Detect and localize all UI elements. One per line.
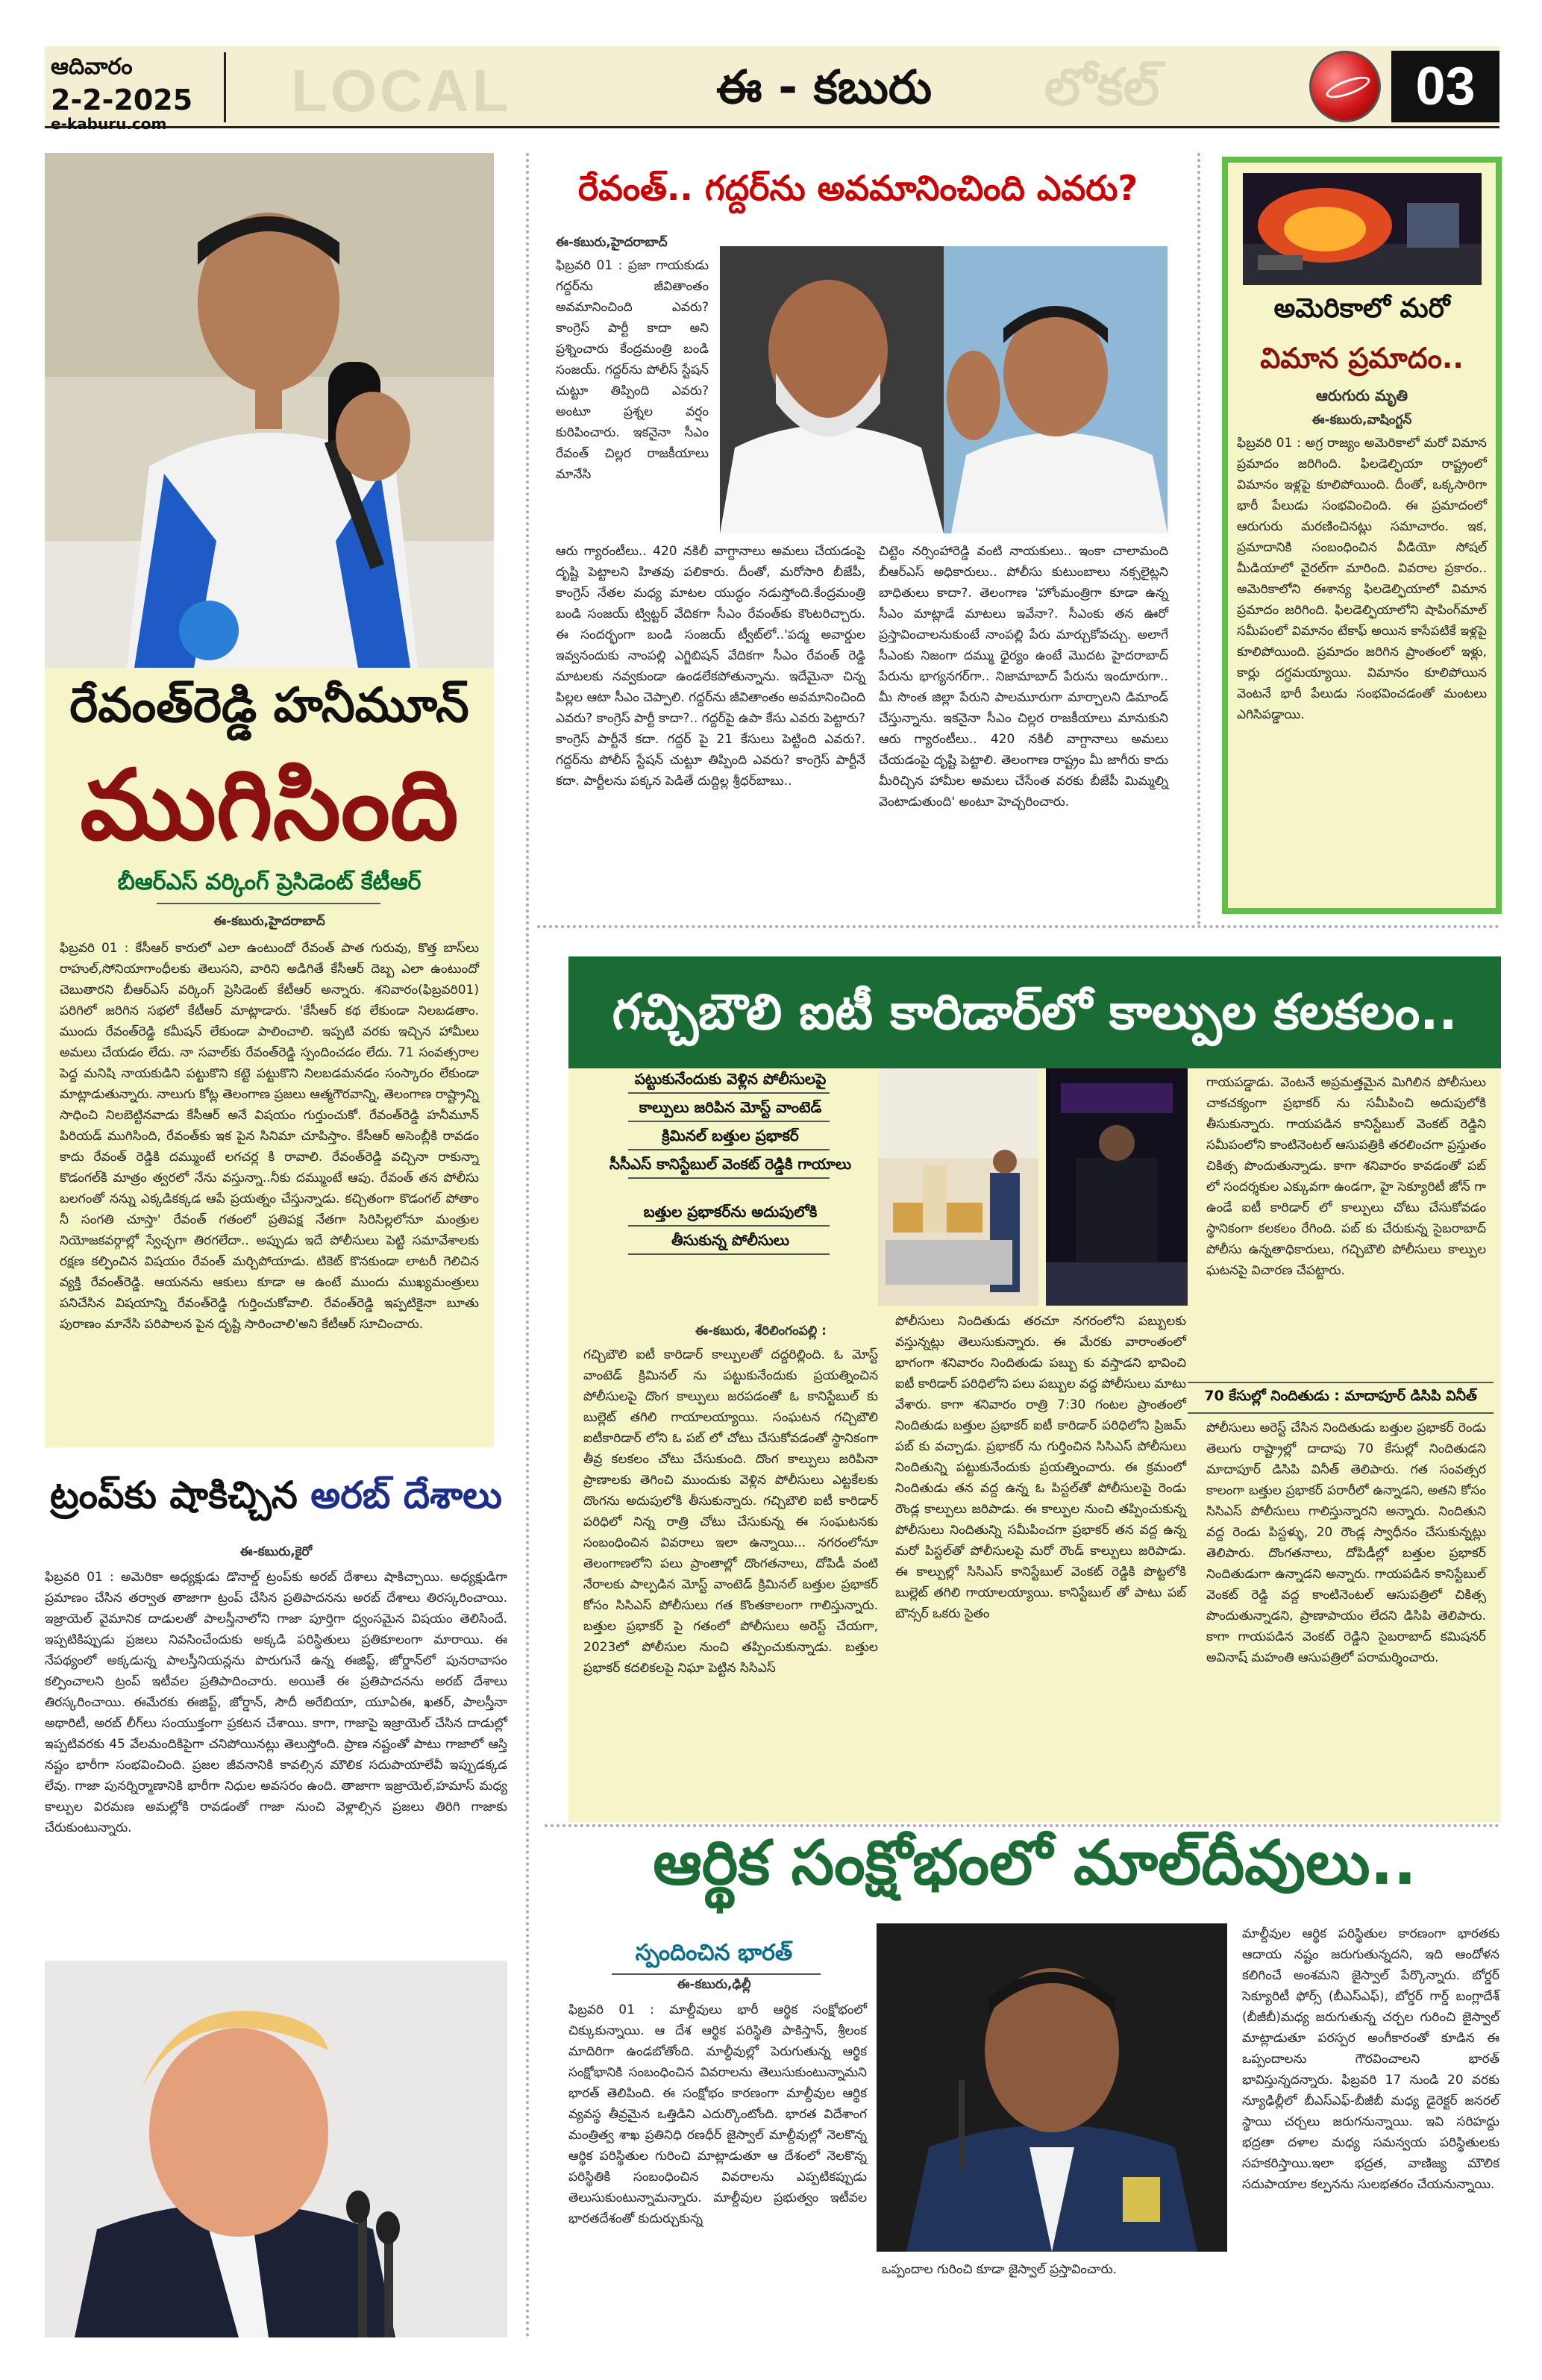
column-rule <box>1197 153 1200 925</box>
masthead-local-en: LOCAL <box>291 57 512 124</box>
pub-photo <box>1046 1068 1188 1306</box>
divider <box>628 1177 830 1179</box>
gachibowli-story <box>568 1068 1501 1822</box>
masthead-day: ఆదివారం <box>51 54 133 80</box>
masthead-site[interactable]: e-kaburu.com <box>51 115 167 133</box>
gachibowli-sub1: పట్టుకునేందుకు వెళ్లిన పోలీసులపై <box>634 1070 827 1088</box>
maldives-president-photo <box>877 1923 1227 2252</box>
hospital-photo <box>878 1068 1038 1306</box>
gachibowli-body-col1: గచ్చిబౌలి ఐటీ కారిడార్ కాల్పులతో దద్దరిల్లింది. ఓ మోస్ట్ వాంటెడ్ క్రిమినల్ ను పట్టుకునేందుకు ప్రయత్నించిన పోలీసులపై దొంగ కాల్పులు జరపడంతో ఓ కానిస్టేబుల్ కు బుల్లెట్ తగిలి గాయాలయ్యాయి. సంఘటన గచ్చిబౌలి ఐటీకారిడార్ లోని ఓ పబ్ లో చోటు చేసుకోవడంతో స్థానికంగా తీవ్ర కలకలం చోటు చేసుకుంది. దొంగ కాల్పులు జరిపినా ప్రాణాలకు తెగించి ముందుకు వెళ్లిన పోలీసులు ఎట్టకేలకు దొంగను అదుపులోకి తీసుకున్నారు. గచ్చిబౌలి ఐటీ కారిడార్ పరిధిలో నిన్న రాత్రి చోటు చేసుకున్న ఈ సంఘటనకు సంబంధించిన వివరాలు ఇలా ఉన్నాయి... నగరంలోనూ తెలంగాణలోని పలు ప్రాంతాల్లో దొంగతనాలు, దోపిడీ వంటి నేరాలకు పాల్పడిన మోస్ట్ వాంటెడ్ క్రిమినల్ బత్తుల ప్రభాకర్ కోసం సిసిఎస్ పోలీసులు గత కొంతకాలంగా గాలిస్తున్నారు. బత్తుల ప్రభాకర్ పై గతంలో పోలీసులు అరెస్ట్ చేయగా, 2023లో పోలీసుల నుంచి తప్పించుకున్నాడు. బత్తుల ప్రభాకర్ కదలికలపై నిఘా పెట్టిన సిసిఎస్ <box>583 1347 878 1676</box>
divider <box>628 1121 830 1122</box>
plane-crash-photo <box>1243 173 1482 285</box>
gachibowli-body-col2: పోలీసులు నిందితుడు తరచూ నగరంలోని పబ్బులకు వస్తున్నట్లు తెలుసుకున్నారు. ఈ మేరకు వారాంతంలో భాగంగా శనివారం నిందితుడు పబ్బు కు వస్తాడని భావించి ఐటీ కారిడార్ పరిధిలోని పలు పబ్బుల వద్ద పోలీసులు మాటు వేశారు. కాగా శనివారం రాత్రి 7:30 గంటల ప్రాంతంలో నిందితుడు బత్తుల ప్రభాకర్ ఐటీ కారిడార్ పరిధిలోని ప్రిజమ్ పబ్ కు వచ్చాడు. ప్రభాకర్ ను గుర్తించిన సిసిఎస్ పోలీసులు నిందితున్ని పట్టుకునేందుకు ప్రయత్నించారు. ఈ క్రమంలో నిందితుడు తన వద్ద ఉన్న ఓ పిస్టల్‌తో పోలీసులపై రెండు రౌండ్ల కాల్పులు జరిపాడు. ఈ కాల్పుల నుంచి తప్పించుకున్న పోలీసులు నిందితున్ని సమీపించగా ప్రభాకర్ తన వద్ద ఉన్న మరో పిస్టల్‌తో పోలీసులపై మరో రౌండ్ కాల్పులు జరిపాడు. ఈ కాల్పుల్లో సిసిఎస్ కానిస్టేబుల్ వెంకట్ రెడ్డికి పొట్టలోకి బుల్లెట్ తగిలి గాయాలయ్యాయి. కానిస్టేబుల్ తో పాటు పబ్ బౌన్సర్ ఒకరు సైతం <box>895 1314 1186 1621</box>
gachibowli-sub6: తీసుకున్న పోలీసులు <box>671 1231 789 1249</box>
trump-headline-prefix: ట్రంప్‌కు షాకిచ్చిన <box>50 1474 298 1517</box>
maldives-body-col1: ఫిబ్రవరి 01 : మాల్దీవులు భారీ ఆర్థిక సంక్షోభంలో చిక్కుకున్నాయి. ఆ దేశ ఆర్థిక పరిస్థితి పాకిస్తాన్, శ్రీలంక మాదిరిగా ఉండబోతోంది. మాల్దీవుల్లో పెరుగుతున్న ఆర్థిక సంక్షోభానికి సంబంధించిన వివరాలను తెలుసుకుంటున్నామని భారత్ తెలిపింది. ఈ సంక్షోభం కారణంగా మాల్దీవుల ఆర్థిక వ్యవస్థ తీవ్రమైన ఒత్తిడిని ఎదుర్కొంటోంది. భారత విదేశాంగ మంత్రిత్వ శాఖ ప్రతినిధి రణధీర్ జైస్వాల్ మాల్దీవుల్లో నెలకొన్న ఆర్థిక పరిస్థితుల గురించి మాట్లాడుతూ ఆ దేశంలో నెలకొన్న పరిస్థితికి సంబంధించిన వివరాలను ఎప్పటికప్పుడు తెలుసుకుంటున్నామన్నారు. మాల్దీవుల ప్రభుత్వం ఇటీవల భారతదేశంతో కుదుర్చుకున్న <box>568 2002 867 2226</box>
trump-photo <box>45 1961 507 2337</box>
usa-byline: ఈ-కబురు,వాషింగ్టన్ <box>1311 413 1412 428</box>
usa-headline2: విమాన ప్రమాదం.. <box>1260 342 1464 375</box>
masthead-brand: ఈ - కబురు <box>716 60 933 114</box>
row-rule <box>545 1824 1499 1827</box>
masthead-date-block <box>51 54 222 133</box>
divider <box>628 1092 830 1094</box>
trump-byline: ఈ-కబురు,కైరో <box>239 1544 313 1559</box>
masthead <box>45 46 1499 133</box>
gachibowli-headline: గచ్చిబౌలి ఐటీ కారిడార్‌లో కాల్పుల కలకలం.. <box>568 956 1501 1068</box>
masthead-divider <box>224 52 226 122</box>
ktr-story <box>45 668 494 1447</box>
divider <box>628 1253 830 1255</box>
trump-headline <box>45 1474 507 1526</box>
ktr-title-line2: ముగిసింది <box>80 748 459 862</box>
column-rule <box>526 153 529 2339</box>
gachibowli-body-col3: గాయపడ్డాడు. వెంటనే అప్రమత్తమైన మిగిలిన పోలీసులు చాకచక్యంగా ప్రభాకర్ ను సమీపించి అదుపులోకి తీసుకున్నారు. గాయపడిన కానిస్టేబుల్ వెంకట్ రెడ్డిని సమీపంలోని కాంటినెంటల్ ఆసుపత్రికి తరలించగా ప్రస్తుతం చికిత్స పొందుతున్నాడు. కాగా శనివారం కావడంతో పబ్ లో సందర్శకుల ఎక్కువగా ఉండగా, హై సెక్యూరిటీ జోన్ గా ఉండే ఐటీ కారిడార్ లో కాల్పులు చోటు చేసుకోవడం స్థానికంగా కలకలం రేగింది. పబ్ కు చేరుకున్న సైబరాబాద్ పోలీసు ఉన్నతాధికారులు, గచ్చిబౌలి పోలీసులు కాల్పుల ఘటనపై విచారణ చేపట్టారు. <box>1206 1075 1486 1278</box>
maldives-body-col2: ఒప్పందాల గురించి కూడా జైస్వాల్ ప్రస్తావించారు. <box>882 2262 1118 2277</box>
gachibowli-sub2: కాల్పులు జరిపిన మోస్ట్ వాంటెడ్ <box>639 1098 822 1116</box>
ktr-byline: ఈ-కబురు,హైదరాబాద్ <box>213 914 325 929</box>
usa-headline1: అమెరికాలో మరో <box>1273 293 1450 324</box>
divider <box>628 1225 830 1227</box>
gaddar-body-col1: ఫిబ్రవరి 01 : ప్రజా గాయకుడు గద్దర్‌ను జీవితాంతం అవమానించింది ఎవరు? కాంగ్రెస్ పార్టీ కాదా అని ప్రశ్నించారు కేంద్రమంత్రి బండి సంజయ్. గద్దర్‌ను పోలీస్ స్టేషన్ చుట్టూ తిప్పింది ఎవరు? అంటూ ప్రశ్నల వర్షం కురిపించారు. ఇకనైనా సీఎం రేవంత్ చిల్లర రాజకీయాలు మానేసి <box>556 258 709 482</box>
gachibowli-byline: ఈ-కబురు, శేరిలింగంపల్లి : <box>695 1324 827 1338</box>
usa-body: ఫిబ్రవరి 01 : అగ్ర రాజ్యం అమెరికాలో మరో విమాన ప్రమాదం జరిగింది. ఫిలడెల్ఫియా రాష్ట్రంలో విమానం ఇళ్లపై కూలిపోయింది. దీంతో, ఒక్కసారిగా భారీ పేలుడు సంభవించింది. ఈ ప్రమాదంలో ఆరుగురు మరణించినట్లు సమాచారం. ఇక, ప్రమాదానికి సంబంధించిన వీడియో సోషల్ మీడియాలో వైరల్‌గా మారింది. వివరాల ప్రకారం.. అమెరికాలోని ఈశాన్య ఫిలడెల్ఫియాలో విమాన ప్రమాదం జరిగింది. ఫిలడెల్ఫియాలోని షాపింగ్‌మాల్ సమీపంలో విమానం టేకాఫ్ అయిన కాసేపటికే ఇళ్లపై కూలిపోయింది. ప్రమాదం జరిగిన ప్రాంతంలో ఇళ్లు, కార్లు దగ్ధమయ్యాయి. విమానం కూలిపోయిన వెంటనే భారీ పేలుడు సంభవించడంతో మంటలు ఎగిసిపడ్డాయి. <box>1237 436 1487 722</box>
ktr-title-line1: రేవంత్‌రెడ్డి హనీమూన్ <box>69 678 469 733</box>
maldives-headline: ఆర్థిక సంక్షోభంలో మాల్‌దీవులు.. <box>653 1828 1417 1899</box>
usa-story <box>1222 157 1502 914</box>
gaddar-body-col3: చిట్టెం నర్సింహారెడ్డి వంటి నాయకులు.. ఇంకా చాలామంది బీఆర్ఎస్ అధికారులు.. పోలీసు కుటుంబాలు నక్సలైట్లని బాధితులు కాదా?. తెలంగాణ 'హోంమంత్రిగా కూడా ఉన్న సీఎం మాట్లాడే మాటలు ఇవేనా?. సీఎంకు తన ఊరో ప్రస్తావించాలనుకుంటే నాంపల్లి పేరు మార్చుకోవచ్చు. అలాగే సీఎంకు నిజంగా దమ్ము ధైర్యం ఉంటే మొదట హైదరాబాద్ పేరును భాగ్యనగర్‌గా.. నిజామాబాద్ పేరును ఇందూరుగా.. మీ సొంత జిల్లా పేరుని పాలమూరుగా మార్చాలని డిమాండ్ చేస్తున్నాను. ఇకనైనా సీఎం చిల్లర రాజకీయాలు మానుకుని ఆరు గ్యారంటీలు.. 420 నకిలీ వాగ్దానాలు అమలు చేయడంపై దృష్టి పెట్టాలి. తెలంగాణ రాష్ట్రం మీ జాగీరు కాదు మీరిచ్చిన హామీల అమలు చేసేంత వరకు బీజేపీ మిమ్మల్ని వెంటాడుతుంది' అంటూ హెచ్చరించారు. <box>879 544 1168 809</box>
masthead-date: 2-2-2025 <box>51 84 193 116</box>
page-number: 03 <box>1391 51 1499 122</box>
masthead-local-te: లోకల్ <box>1044 58 1160 117</box>
gachibowli-sub5: బత్తుల ప్రభాకర్‌ను అదుపులోకి <box>643 1203 818 1221</box>
row-rule <box>537 925 1499 928</box>
gaddar-byline: ఈ-కబురు,హైదరాబాద్ <box>556 235 668 250</box>
maldives-subheading: స్పందించిన భారత్ <box>635 1940 793 1966</box>
trump-headline-accent: అరబ్ దేశాలు <box>310 1474 502 1517</box>
divider <box>157 903 380 904</box>
gaddar-headline: రేవంత్.. గద్దర్‌ను అవమానించింది ఎవరు? <box>577 168 1138 208</box>
maldives-body-col3: మాల్దీవుల ఆర్థిక పరిస్థితుల కారణంగా భారతకు ఆదాయ నష్టం జరుగుతున్నదని, ఇది ఆందోళన కలిగించే అంశమని జైస్వాల్ పేర్కొన్నారు. బోర్డర్ సెక్యూరిటీ ఫోర్స్ (బీఎస్ఎఫ్), బోర్డర్ గార్డ్ బంగ్లాదేశ్ (బీజీబీ)మధ్య జరుగుతున్న చర్చల గురించి జైస్వాల్ మాట్లాడుతూ పరస్పర అంగీకారంతో కూడిన ఈ ఒప్పందాలను గౌరవించాలని భారత్ భావిస్తున్నదన్నారు. ఫిబ్రవరి 17 నుండి 20 వరకు న్యూఢిల్లీలో బీఎస్ఎఫ్-బీజీబీ మధ్య డైరెక్టర్ జనరల్ స్థాయి చర్చలు జరుగనున్నాయి. ఇవి సరిహద్దు భద్రతా దళాల మధ్య సమన్వయ పరిస్థితులకు సహకరిస్తాయి.ఇలా భద్రత, వాణిజ్య మౌలిక సదుపాయాల కల్పనను సులభతరం చేయనున్నాయి. <box>1242 1926 1499 2192</box>
ktr-body: ఫిబ్రవరి 01 : కేసీఆర్ కారులో ఎలా ఉంటుందో రేవంత్ పాత గురువు, కొత్త బాస్‌లు రాహుల్,సోనియాగాంధీలకు తెలుసని, వారిని అడిగితే కేసీఆర్ దెబ్బ ఎలా ఉంటుందో చెబుతారని బీఆర్ఎస్ వర్కింగ్ ప్రెసిడెంట్ కేటీఆర్ అన్నారు. శనివారం(ఫిబ్రవరి01) పరిగిలో జరిగిన సభలో కేటీఆర్ మాట్లాడారు. 'కేసీఆర్ కథ లేకుండా నిలబడతాం. ముందు రేవంత్‌రెడ్డి కమీషన్ లేకుండా పాలించాలి. ఇప్పటి వరకు ఇచ్చిన హామీలు అమలు చేయడం లేదు. నా సవాల్‌కు రేవంత్‌రెడ్డి స్పందించడం లేదు. 71 సంవత్సరాల పెద్ద మనిషి నాయకుడిని పట్టుకొని కట్టె పట్టుకొని నిలబడమనడం సంస్కారం లేకుండా మాట్లాడుతున్నారు. నాలుగు కోట్ల తెలంగాణ ప్రజలు ఆత్మగౌరవాన్ని, తెలంగాణ రాష్ట్రాన్ని సాధించి నిలబెట్టినవాడు కేసీఆర్ అనే విషయం గుర్తుంచుకో. రేవంత్‌రెడ్డి హనీమూన్ పిరియడ్ ముగిసింది, రేవంత్‌కు ఇక పైన సినిమా చూపిస్తాం. కేసీఆర్ అసెంబ్లీకి రావడం కాదు రేవంత్ రెడ్డికి దమ్ముంటే లగచర్ల కి రావాలి. రేవంత్‌రెడ్డి వచ్చినా రాకున్నా కొడంగల్‌కి మాత్రం త్వరలో నేను వస్తున్నా..నీకు దమ్ముంటే ఆపు. రేవంత్ తన పోలీసు బలగంతో నన్ను ఎక్కడికక్కడ ఆపే ప్రయత్నం చేస్తున్నాడు. కచ్చితంగా కొడంగల్ పోతాం నీ సంగతి చూస్తా' రేవంత్ గతంలో ప్రతిపక్ష నేతగా సిరిసిల్లలోనూ మంత్రుల నియోజకవర్గాల్లో స్వేచ్ఛగా తిరగలేదా.. అప్పుడు ఇదే పోలీసులు పెట్టి సమావేశాలకు రక్షణ కల్పించిన విషయం రేవంత్ మర్చిపోయాడు. టికెట్ కొనకుండా లాటరీ గెలిచిన వ్యక్తి రేవంత్‌రెడ్డి. ఆయనను ఆకులు కూడా ఆ ఉంటే ముందు ముఖ్యమంత్రులు పనిచేసిన విషయాన్ని రేవంత్‌రెడ్డి గుర్తించుకోవాలి. రేవంత్‌రెడ్డి ఇప్పటికైనా బూతు పురాణం మానేసి పరిపాలన పైన దృష్టి సారించాలి'అని కేటీఆర్ సూచించారు. <box>60 941 479 1332</box>
trump-body: ఫిబ్రవరి 01 : అమెరికా అధ్యక్షుడు డొనాల్డ్ ట్రంప్‌కు అరబ్ దేశాలు షాకిచ్చాయి. అధ్యక్షుడిగా ప్రమాణం చేసిన తర్వాత తాజాగా ట్రంప్ చేసిన ప్రతిపాదనను అరబ్ దేశాలు తిరస్కరించాయి. ఇజ్రాయెల్ వైమానిక దాడులతో పాలస్తీనాలోని గాజా పూర్తిగా ధ్వంసమైన విషయం తెలిసిందే. ఇప్పటికిప్పుడు ప్రజలు నివసించేందుకు అక్కడి పరిస్థితులు ప్రతికూలంగా మారాయి. ఈ నేపథ్యంలో అక్కడున్న పాలస్తీనియన్లను పొరుగునే ఉన్న ఈజిప్ట్, జోర్డాన్‌లో పునరావాసం కల్పించాలని ట్రంప్ ఇటీవల ప్రతిపాదించారు. అయితే ఈ ప్రతిపాదనను అరబ్ దేశాలు తిరస్కరించాయి. ఈమేరకు ఈజిప్ట్, జోర్డాన్, సౌదీ అరేబియా, యూఏఈ, ఖతర్, పాలస్తీనా అథారిటీ, అరబ్ లీగ్‌లు సంయుక్తంగా ప్రకటన చేశాయి. కాగా, గాజాపై ఇజ్రాయెల్ చేసిన దాడుల్లో ఇప్పటివరకు 45 వేలమందికిపైగా చనిపోయినట్లు తెలుస్తోంది. ప్రాణ నష్టంతో పాటు గాజాలో ఆస్తి నష్టం భారీగా సంభవించింది. ప్రజల జీవనానికి కావల్సిన మౌలిక సదుపాయాలేవీ ఇప్పుడక్కడ లేవు. గాజా పునర్నిర్మాణానికి భారీగా నిధుల అవసరం ఉంది. తాజాగా ఇజ్రాయెల్,హమాస్ మధ్య కాల్పుల విరమణ అమల్లోకి రావడంతో గాజా నుంచి వెళ్లాల్సిన ప్రజలు తిరిగి గాజాకు చేరుకుంటున్నారు. <box>45 1570 507 1835</box>
divider <box>612 1973 821 1975</box>
globe-logo-icon <box>1309 51 1381 122</box>
usa-subheading: ఆరుగురు మృతి <box>1315 386 1408 404</box>
gachibowli-body-col4: పోలీసులు అరెస్ట్ చేసిన నిందితుడు బత్తుల ప్రభాకర్ రెండు తెలుగు రాష్ట్రాల్లో దాదాపు 70 కేసుల్లో నిందితుడని మాదాపూర్ డిసిపి వినీత్ తెలిపారు. గత సంవత్సర కాలంగా బత్తుల ప్రభాకర్ పరారీలో ఉన్నాడని, అతని కోసం సిసిఎస్ పోలీసులు గాలిస్తున్నారని అన్నారు. నిందితుని వద్ద రెండు పిస్టళ్ళు, 20 రౌండ్ల స్వాధీనం చేసుకున్నట్లు తెలిపారు. దొంగతనాలు, దోపిడీల్లో బత్తుల ప్రభాకర్ నిందితుడుగా ఉన్నాడని అన్నారు. గాయపడిన కానిస్టేబుల్ వెంకట్ రెడ్డి వద్ద కాంటినెంటల్ ఆసుపత్రిలో చికిత్స పొందుతున్నాడని, ప్రాణాపాయం లేదని డిసిపి తెలిపారు. కాగా గాయపడిన వెంకట్ రెడ్డిని సైబరాబాద్ కమిషనర్ అవినాష్ మహంతి ఆసుపత్రిలో పరామర్శించారు. <box>1206 1421 1486 1665</box>
divider <box>628 1149 830 1150</box>
ktr-photo <box>45 153 494 668</box>
maldives-byline: ఈ-కబురు,ఢిల్లీ <box>677 1977 751 1992</box>
gaddar-photo <box>720 246 1168 533</box>
ktr-subtitle: బీఆర్ఎస్ వర్కింగ్ ప్రెసిడెంట్ కేటీఆర్ <box>117 869 421 895</box>
gachibowli-sub4: సీసీఎస్ కానిస్టేబుల్ వెంకట్ రెడ్డికి గాయాలు <box>609 1155 852 1173</box>
gaddar-body-col2: ఆరు గ్యారంటీలు.. 420 నకిలీ వాగ్దానాలు అమలు చేయడంపై దృష్టి పెట్టాలని హితవు పలికారు. దీంతో, మరోసారి బీజేపీ, కాంగ్రెస్ నేతల మధ్య మాటల యుద్ధం నడుస్తోంది.కేంద్రమంత్రి బండి సంజయ్ ట్విట్టర్ వేదికగా సీఎం రేవంత్‌కు కౌంటరిచ్చారు. ఈ సందర్భంగా బండి సంజయ్ ట్వీట్‌లో..'పద్మ అవార్డుల ఇవ్వనందుకు నాంపల్లి ఎగ్జిబిషన్ వేదికగా సీఎం రేవంత్ రెడ్డి మాటలకు నవ్వకుండా ఉండలేకపోతున్నాను. ఇదేమైనా చిన్న పిల్లల ఆటా సీఎం చెప్పాలి. గద్దర్‌ను జీవితాంతం అవమానించింది ఎవరు? కాంగ్రెస్ పార్టీ కాదా?.. గద్దర్‌పై ఉపా కేసు ఎవరు పెట్టారు? కాంగ్రెస్ పార్టీనే కదా. గద్దర్ పై 21 కేసులు పెట్టింది ఎవరు?. గద్దర్‌ను పోలీస్ స్టేషన్ చుట్టూ తిప్పింది ఎవరు? కాంగ్రెస్ పార్టీనే కదా. పార్టీలను పక్కన పెడితే దుద్దిల్ల శ్రీధర్‌బాబు.. <box>556 544 865 789</box>
gachibowli-subheading-70-cases: 70 కేసుల్లో నిందితుడు : మాదాపూర్ డిసిపి వినీత్ <box>1188 1382 1494 1414</box>
gachibowli-sub3: క్రిమినల్ బత్తుల ప్రభాకర్ <box>662 1127 799 1144</box>
